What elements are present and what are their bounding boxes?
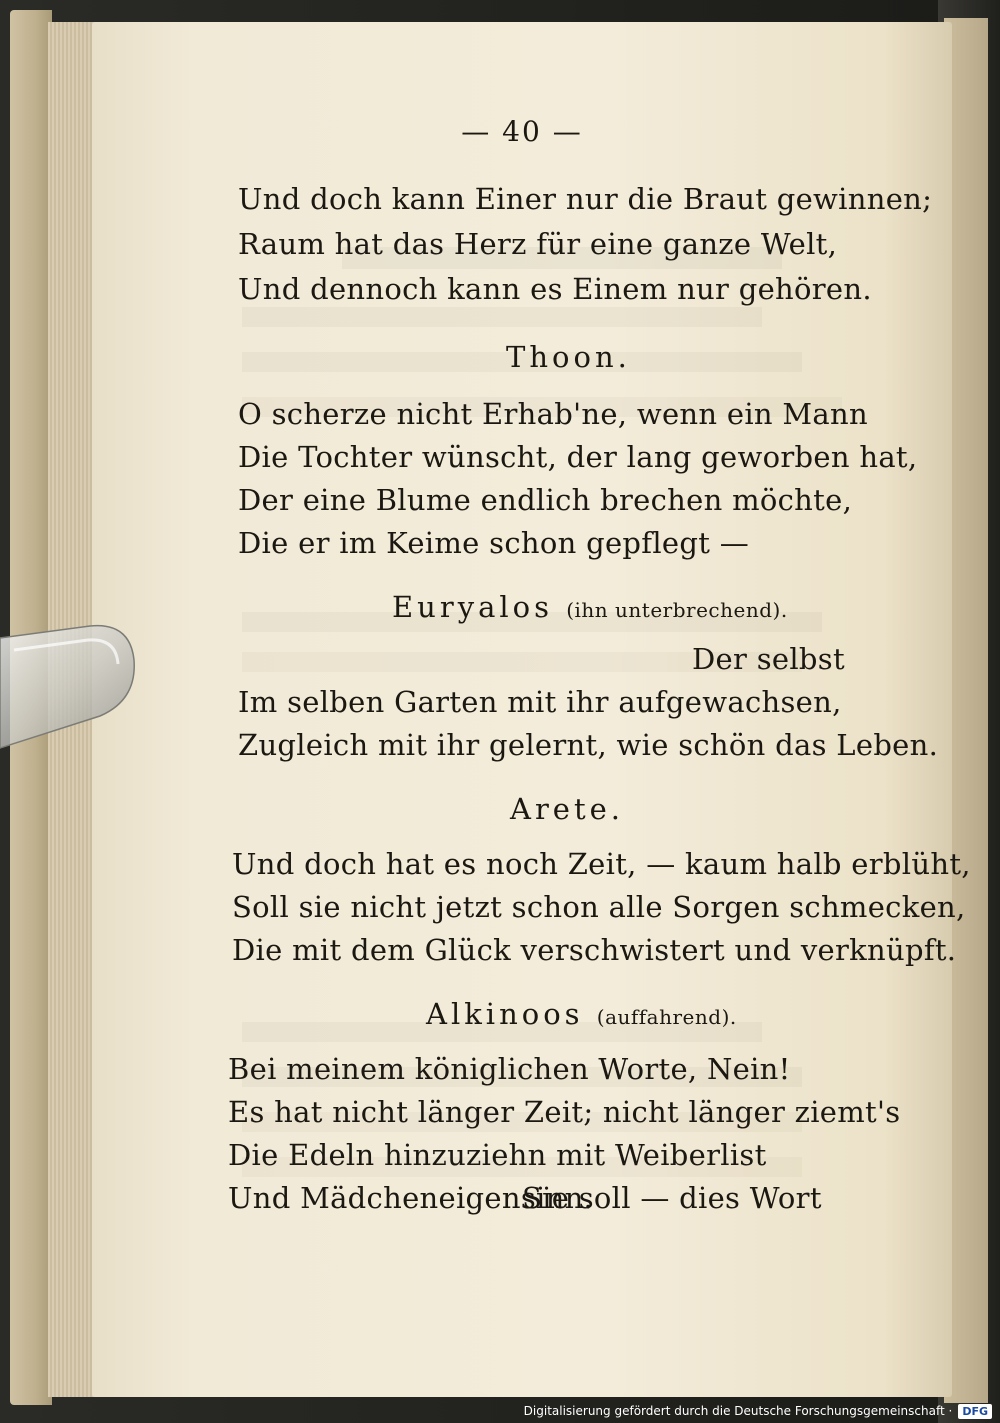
- verse-line: Es hat nicht länger Zeit; nicht länger ziemt's: [228, 1095, 901, 1129]
- digitization-footer: [524, 1401, 992, 1421]
- verse-line: Die er im Keime schon gepflegt —: [238, 526, 749, 560]
- speaker-euryalos: [392, 590, 788, 624]
- verse-line: Der eine Blume endlich brechen möchte,: [238, 483, 853, 517]
- page-holder-clip-icon: [0, 620, 140, 750]
- speaker-arete: Arete.: [510, 792, 625, 826]
- speaker-name: Alkinoos: [426, 997, 584, 1031]
- book-page: [92, 22, 971, 1397]
- stage-direction: (ihn unterbrechend).: [566, 598, 788, 622]
- verse-line: Soll sie nicht jetzt schon alle Sorgen schmecken,: [232, 890, 966, 924]
- verse-line: Bei meinem königlichen Worte, Nein!: [228, 1052, 791, 1086]
- verse-line: Zugleich mit ihr gelernt, wie schön das Leben.: [238, 728, 939, 762]
- speaker-thoon: Thoon.: [506, 340, 631, 374]
- verse-line: Die Edeln hinzuziehn mit Weiberlist: [228, 1138, 767, 1172]
- speaker-name: Euryalos: [392, 590, 553, 624]
- verse-line: Und dennoch kann es Einem nur gehören.: [238, 272, 872, 306]
- verse-line: Sie soll — dies Wort: [522, 1181, 822, 1215]
- verse-line: Die mit dem Glück verschwistert und verknüpft.: [232, 933, 957, 967]
- verse-line: Der selbst: [692, 642, 845, 676]
- verse-line: Und doch hat es noch Zeit, — kaum halb erblüht,: [232, 847, 971, 881]
- page-text: [92, 22, 971, 1397]
- funding-notice: Digitalisierung gefördert durch die Deutsche Forschungsgemeinschaft ·: [523, 1404, 953, 1418]
- dfg-logo-icon: DFG: [958, 1404, 992, 1419]
- verse-line: Im selben Garten mit ihr aufgewachsen,: [238, 685, 842, 719]
- speaker-alkinoos: [426, 997, 737, 1031]
- stage-direction: (auffahrend).: [596, 1005, 737, 1029]
- verse-line: Raum hat das Herz für eine ganze Welt,: [238, 227, 838, 261]
- verse-line: Die Tochter wünscht, der lang geworben hat,: [238, 440, 918, 474]
- verse-line: Und doch kann Einer nur die Braut gewinnen;: [238, 182, 933, 216]
- page-number: — 40 —: [461, 115, 583, 148]
- verse-line: O scherze nicht Erhab'ne, wenn ein Mann: [238, 397, 868, 431]
- verse-line: Und Mädcheneigensinn.: [228, 1181, 594, 1215]
